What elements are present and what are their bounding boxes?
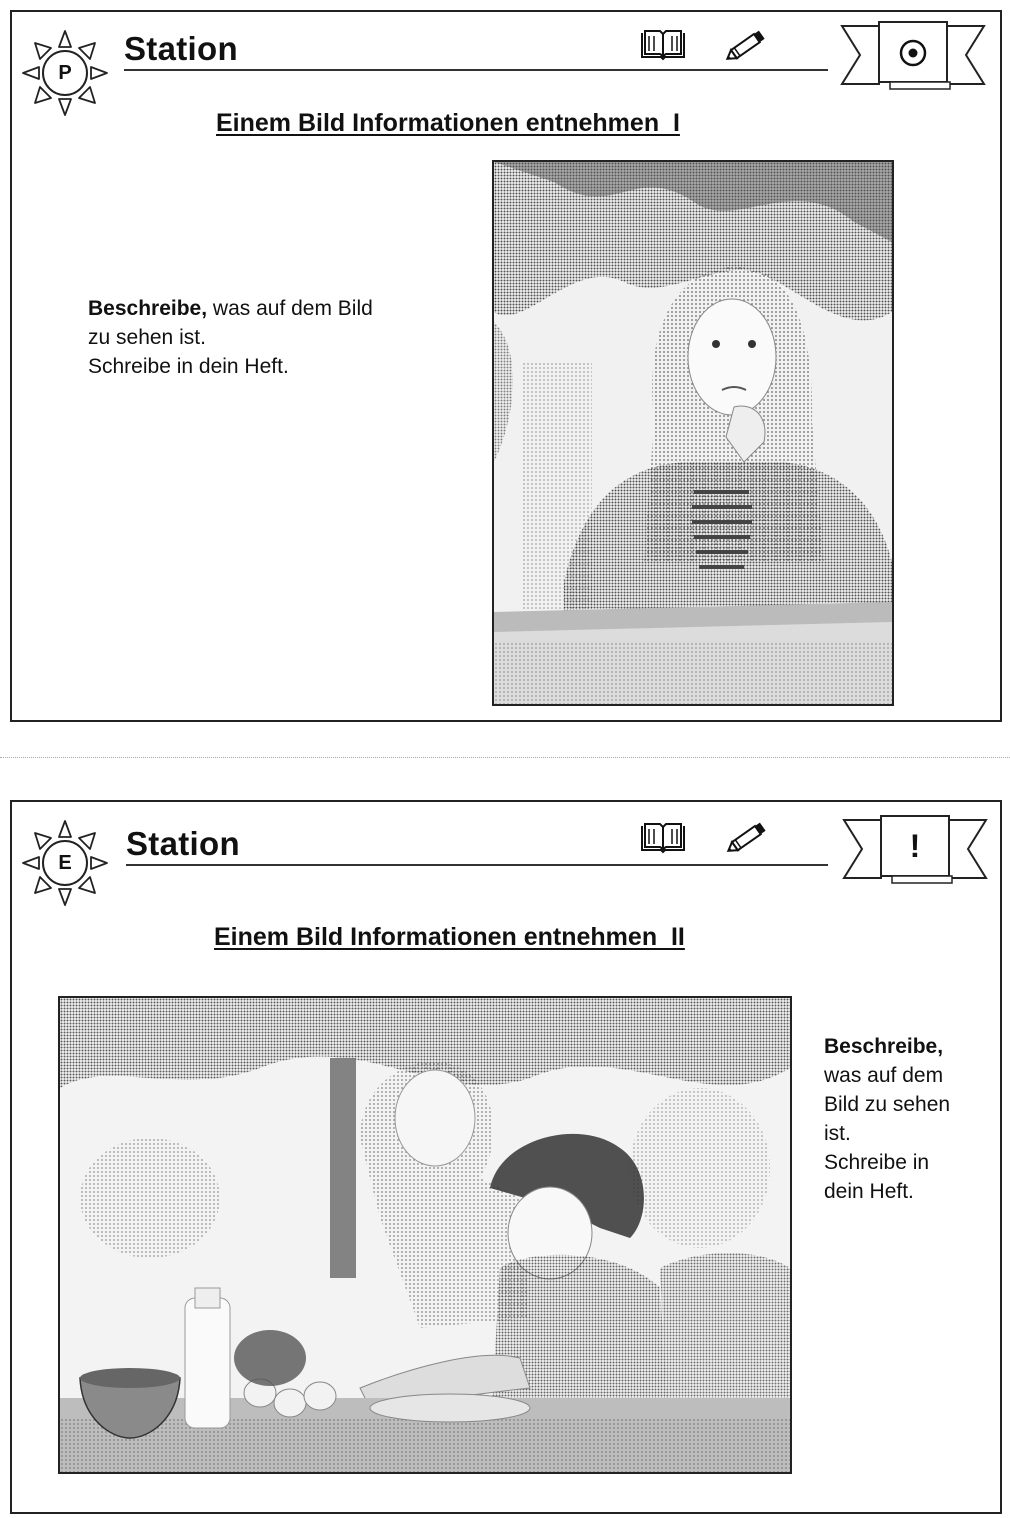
sun-icon [20, 28, 110, 118]
station-title: Station [126, 825, 240, 862]
task-line: ist. [824, 1122, 851, 1145]
task-line: zu sehen ist. [88, 326, 206, 349]
task-instructions [88, 294, 448, 381]
target-icon [898, 38, 928, 68]
exclamation-badge: ! [909, 827, 921, 864]
level-banner [842, 814, 988, 888]
level-letter: E [58, 851, 72, 874]
cut-line [0, 757, 1010, 758]
book-icon [640, 822, 686, 854]
pencil-icon [726, 820, 770, 854]
book-icon [640, 29, 686, 61]
task-photo [492, 160, 894, 706]
task-instructions [824, 1032, 994, 1206]
task-line: dein Heft. [824, 1180, 914, 1203]
station-card-2 [10, 800, 1002, 1514]
pencil-icon [725, 28, 769, 62]
task-photo [58, 996, 792, 1474]
station-card-1 [10, 10, 1002, 722]
task-verb: Beschreibe, [88, 297, 208, 320]
task-line: Schreibe in [824, 1151, 930, 1174]
card-subtitle: Einem Bild Informationen entnehmen I [216, 109, 680, 137]
header-rule [126, 864, 828, 866]
task-verb: Beschreibe, [824, 1035, 944, 1058]
level-letter: P [58, 61, 72, 84]
task-line: Schreibe in dein Heft. [88, 355, 289, 378]
header-rule [124, 69, 828, 71]
sun-icon [20, 818, 110, 908]
level-banner [840, 20, 986, 94]
task-line: was auf dem Bild [212, 297, 373, 320]
task-line: was auf dem [824, 1064, 944, 1087]
card-subtitle: Einem Bild Informationen entnehmen II [214, 923, 685, 951]
station-title: Station [124, 30, 238, 67]
task-line: Bild zu sehen [824, 1093, 951, 1116]
